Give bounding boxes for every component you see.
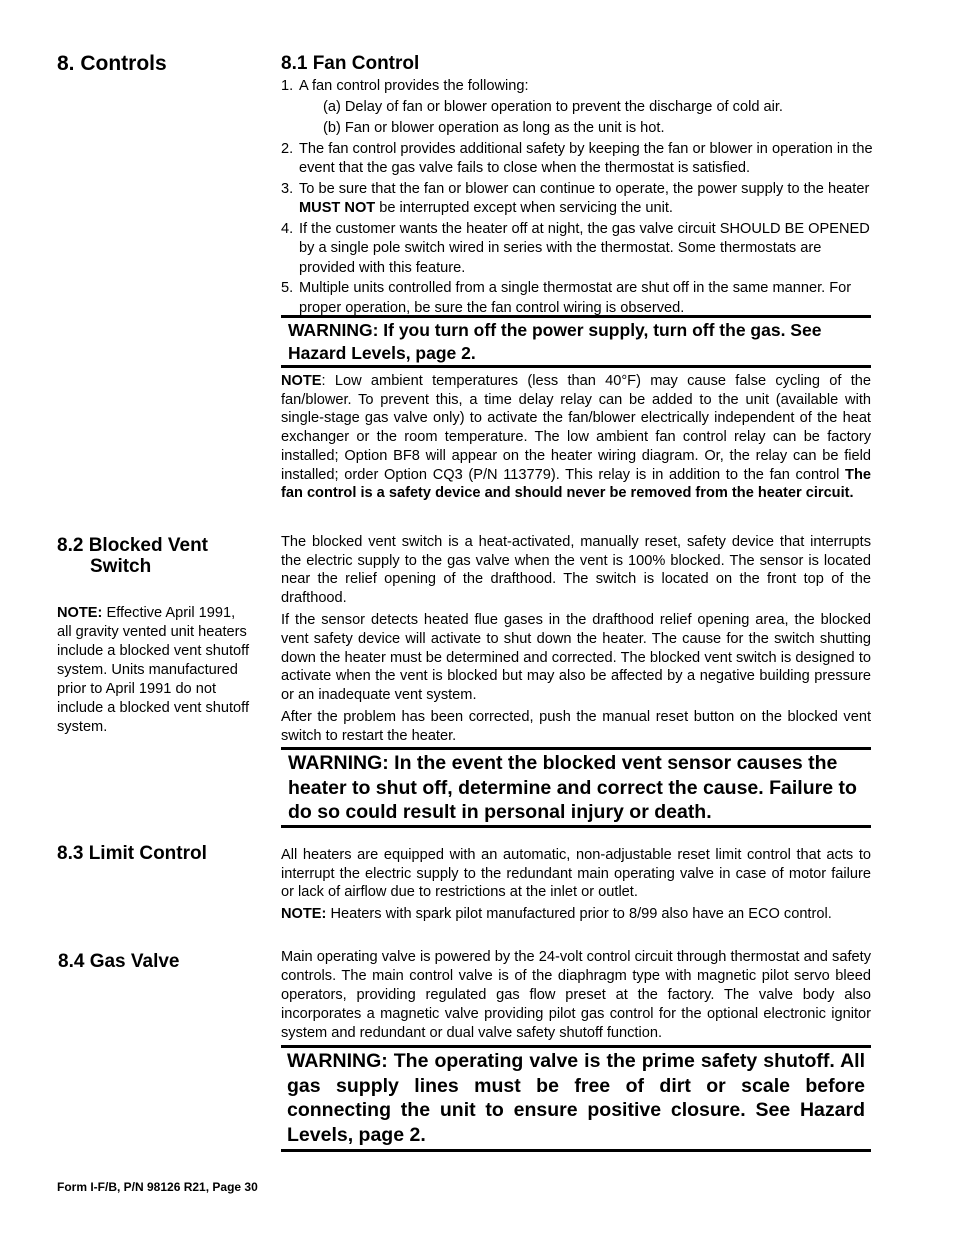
paragraph: After the problem has been corrected, push the manual reset button on the blocked vent switch to restart the heater. bbox=[281, 709, 871, 745]
list-text: If the customer wants the heater off at night, the gas valve circuit SHOULD BE OPENED by a single pole switch wired in series with the thermostat. Some thermostats are provided with this feature. bbox=[299, 220, 870, 276]
paragraph: All heaters are equipped with an automatic, non-adjustable reset limit control that acts to interrupt the electric supply to the redundant main operating valve in case of motor failure or lack of airflow due to restrictions at the inlet or outlet. bbox=[281, 847, 871, 901]
warning-rule-bottom bbox=[281, 1149, 871, 1152]
blocked-vent-side-note bbox=[57, 604, 251, 737]
gas-valve-body: Main operating valve is powered by the 24-volt control circuit through thermostat and safety controls. The main control valve is of the diaphragm type with magnetic pilot servo bleed operators, providing regulated gas flow preset at the factory. The valve body also incorporates a magnetic valve providing pilot gas control for the optional electronic ignitor system and redundant or dual valve safety shutoff function. bbox=[281, 949, 871, 1041]
list-text: A fan control provides the following: bbox=[299, 78, 529, 94]
page-footer: Form I-F/B, P/N 98126 R21, Page 30 bbox=[57, 1180, 258, 1194]
blocked-vent-title-line: Switch bbox=[90, 556, 152, 577]
paragraph: If the sensor detects heated flue gases in the drafthood relief opening area, the blocked vent safety device will activate to shut down the heater. The cause for the switch shutting down the heater must be determined and corrected. The blocked vent switch is designed to activate when the vent is blocked but may also be affected by a negative building pressure or an inadequate vent system. bbox=[281, 612, 871, 704]
sub-item: (a) Delay of fan or blower operation to prevent the discharge of cold air. bbox=[323, 99, 783, 115]
limit-note bbox=[281, 905, 871, 924]
list-number: 2. bbox=[281, 140, 294, 157]
note-label: NOTE: bbox=[281, 906, 327, 923]
note-label: NOTE: bbox=[57, 605, 103, 621]
gas-valve-title: 8.4 Gas Valve bbox=[58, 951, 180, 972]
fan-warning: WARNING: If you turn off the power supply, turn off the gas. See Hazard Levels, page 2. bbox=[288, 320, 822, 363]
gas-valve-warning: WARNING: The operating valve is the prime safety shutoff. All gas supply lines must be free of dirt or scale before connecting the unit to ensure positive closure. See Hazard Levels, page 2. bbox=[287, 1050, 865, 1146]
list-item bbox=[281, 279, 873, 318]
fan-control-list bbox=[281, 77, 873, 318]
warning-rule-top bbox=[281, 315, 871, 318]
note-label: NOTE bbox=[281, 373, 322, 389]
warning-rule-bottom bbox=[281, 825, 871, 828]
list-number: 4. bbox=[281, 220, 294, 237]
paragraph: The blocked vent switch is a heat-activated, manually reset, safety device that interrupts the electric supply to the gas valve when the vent is 100% blocked. The sensor is located near the relief opening of the drafthood. The switch is located on the front top of the drafthood. bbox=[281, 534, 871, 607]
blocked-vent-title-line: 8.2 Blocked Vent bbox=[57, 535, 209, 556]
list-text-bold: MUST NOT bbox=[299, 200, 376, 216]
note-text: Heaters with spark pilot manufactured prior to 8/99 also have an ECO control. bbox=[326, 906, 832, 923]
warning-rule-top bbox=[281, 1045, 871, 1048]
blocked-vent-body bbox=[281, 533, 871, 746]
limit-control-title: 8.3 Limit Control bbox=[57, 843, 207, 864]
list-item bbox=[281, 77, 873, 139]
list-item bbox=[281, 140, 873, 179]
fan-note bbox=[281, 372, 871, 503]
list-number: 5. bbox=[281, 280, 294, 296]
warning-rule-bottom bbox=[281, 365, 871, 368]
note-text: : Low ambient temperatures (less than 40°F) may cause false cycling of the fan/blower. To prevent this, a time delay relay can be added to the unit (available with single-stage gas valve only) to activate the fan/blower electrically independent of the heat exchanger or the room temperature. The low ambient fan control relay can be factory installed; Option BF8 will appear on the heater wiring diagram. Or, the relay can be field installed; order Option CQ3 (P/N 113779). This relay is in addition to the fan control bbox=[281, 373, 871, 483]
section-title-controls: 8. Controls bbox=[57, 52, 167, 75]
list-text: To be sure that the fan or blower can continue to operate, the power supply to the heater bbox=[299, 180, 870, 197]
list-text: be interrupted except when servicing the unit. bbox=[375, 200, 673, 216]
list-number: 1. bbox=[281, 78, 294, 94]
sub-item: (b) Fan or blower operation as long as the unit is hot. bbox=[323, 120, 665, 136]
list-number: 3. bbox=[281, 180, 294, 197]
blocked-vent-warning: WARNING: In the event the blocked vent sensor causes the heater to shut off, determine and correct the cause. Failure to do so could result in personal injury or death. bbox=[288, 752, 857, 823]
list-text: Multiple units controlled from a single thermostat are shut off in the same manner. For proper operation, be sure the fan control wiring is observed. bbox=[299, 280, 852, 316]
fan-control-title: 8.1 Fan Control bbox=[281, 53, 420, 74]
note-text-bold: The fan control is a safety device and should never be removed from the heater circuit. bbox=[281, 466, 871, 502]
list-text: The fan control provides additional safety by keeping the fan or blower in operation in the event that the gas valve fails to close when the thermostat is satisfied. bbox=[299, 140, 873, 176]
note-text: Effective April 1991, all gravity vented unit heaters include a blocked vent shutoff system. Units manufactured prior to April 1991 do not include a blocked vent shutoff system. bbox=[57, 605, 250, 735]
list-item bbox=[281, 220, 873, 279]
limit-control-body bbox=[281, 846, 871, 924]
blocked-vent-title bbox=[57, 535, 208, 577]
warning-rule-top bbox=[281, 747, 871, 750]
list-item bbox=[281, 180, 873, 219]
